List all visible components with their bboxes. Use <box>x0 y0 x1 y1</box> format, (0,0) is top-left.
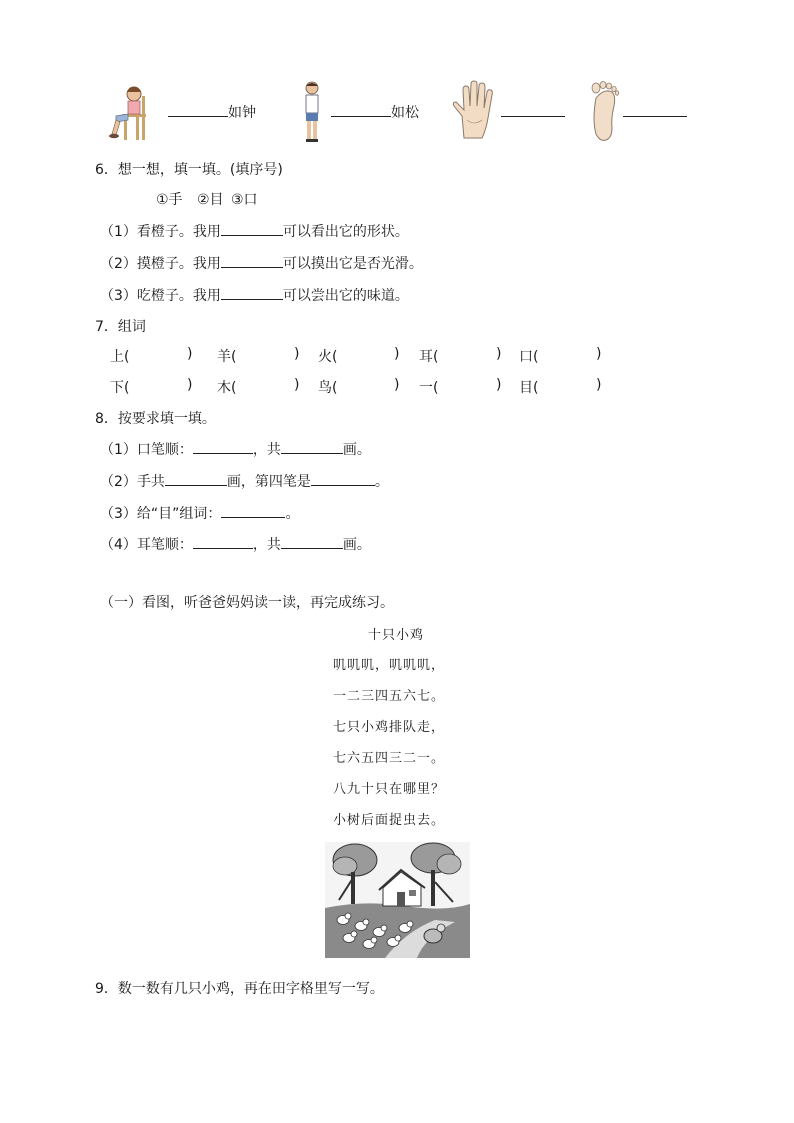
answer-blank[interactable] <box>501 102 565 117</box>
q6-item-1 <box>100 221 409 241</box>
q7-word-5[interactable]: 口( <box>519 349 539 365</box>
top-item-1 <box>168 102 256 122</box>
q8-title: 8．按要求填一填。 <box>95 411 216 427</box>
answer-blank[interactable] <box>221 285 283 300</box>
poem-line-6: 小树后面捉虫去。 <box>333 813 446 828</box>
item-text: 给“目”组词： <box>136 506 222 522</box>
item-text: 可以看出它的形状。 <box>282 224 409 240</box>
answer-blank[interactable] <box>193 439 253 454</box>
poem-title: 十只小鸡 <box>368 628 425 643</box>
poem-line-4: 七六五四三二一。 <box>333 751 446 766</box>
answer-blank[interactable] <box>281 439 343 454</box>
top-item-3 <box>501 102 565 121</box>
item-number: （2） <box>100 256 137 272</box>
item-text: 画，第四笔是 <box>226 474 311 490</box>
q7-close: ) <box>394 377 400 393</box>
item-number: （1） <box>100 442 137 458</box>
q8-item-3 <box>100 503 299 523</box>
item-text: 可以摸出它是否光滑。 <box>282 256 423 272</box>
q6-item-2 <box>100 253 423 273</box>
poem-line-3: 七只小鸡排队走， <box>333 720 446 735</box>
boy-standing-icon <box>300 80 324 144</box>
top-item-4 <box>623 102 687 121</box>
answer-blank[interactable] <box>165 471 227 486</box>
answer-blank[interactable] <box>221 221 283 236</box>
reading-intro: （一）看图，听爸爸妈妈读一读，再完成练习。 <box>100 595 394 611</box>
answer-blank[interactable] <box>623 102 687 117</box>
q7-word-6[interactable]: 下( <box>110 380 130 396</box>
item-number: （4） <box>100 537 137 553</box>
q9-title: 9．数一数有几只小鸡，再在田字格里写一写。 <box>95 981 384 997</box>
q8-item-1 <box>100 439 371 459</box>
q6-option-3: ③口 <box>231 192 258 208</box>
q8-item-2 <box>100 471 389 491</box>
item-text: 口笔顺： <box>136 442 193 458</box>
q6-title: 6．想一想，填一填。(填序号) <box>95 162 283 178</box>
q7-word-7[interactable]: 木( <box>217 380 237 396</box>
item-text: 可以尝出它的味道。 <box>282 288 409 304</box>
item-text: 吃橙子。我用 <box>136 288 221 304</box>
answer-blank[interactable] <box>221 253 283 268</box>
q7-close: ) <box>394 346 400 362</box>
answer-blank[interactable] <box>331 102 391 117</box>
item-text: 。 <box>285 506 300 522</box>
q7-word-8[interactable]: 鸟( <box>318 380 338 396</box>
item-text: 。 <box>374 474 389 490</box>
q7-word-3[interactable]: 火( <box>318 349 338 365</box>
item-number: （2） <box>100 474 137 490</box>
hand-icon <box>450 80 500 142</box>
item-text: 摸橙子。我用 <box>136 256 221 272</box>
poem-line-1: 叽叽叽，叽叽叽， <box>333 658 446 673</box>
q7-close: ) <box>294 346 300 362</box>
poem-line-5: 八九十只在哪里？ <box>333 782 446 797</box>
item-number: （1） <box>100 224 137 240</box>
q6-option-1: ①手 <box>156 192 183 208</box>
poem-line-2: 一二三四五六七。 <box>333 689 446 704</box>
item-text: ，共 <box>252 537 281 553</box>
item-text: 耳笔顺： <box>136 537 193 553</box>
item-text: ，共 <box>252 442 281 458</box>
q7-close: ) <box>496 377 502 393</box>
q6-option-2: ②目 <box>197 192 224 208</box>
top-text-2: 如松 <box>391 105 419 121</box>
answer-blank[interactable] <box>311 471 375 486</box>
item-text: 画。 <box>342 537 371 553</box>
foot-icon <box>588 80 620 142</box>
item-number: （3） <box>100 506 137 522</box>
item-text: 手共 <box>136 474 165 490</box>
q7-title: 7．组词 <box>95 319 146 335</box>
q7-close: ) <box>496 346 502 362</box>
q6-item-3 <box>100 285 409 305</box>
girl-sitting-icon <box>106 82 156 142</box>
q7-word-4[interactable]: 耳( <box>419 349 439 365</box>
q7-word-9[interactable]: 一( <box>419 380 439 396</box>
q7-word-10[interactable]: 目( <box>519 380 539 396</box>
q7-close: ) <box>187 346 193 362</box>
top-item-2 <box>331 102 419 122</box>
q7-close: ) <box>596 346 602 362</box>
q7-close: ) <box>294 377 300 393</box>
answer-blank[interactable] <box>221 503 285 518</box>
q7-word-1[interactable]: 上( <box>110 349 130 365</box>
q8-item-4 <box>100 534 371 554</box>
q7-close: ) <box>596 377 602 393</box>
item-text: 画。 <box>342 442 371 458</box>
q7-word-2[interactable]: 羊( <box>217 349 237 365</box>
answer-blank[interactable] <box>281 534 343 549</box>
q7-close: ) <box>187 377 193 393</box>
chicks-under-tree-illustration <box>325 842 470 958</box>
item-number: （3） <box>100 288 137 304</box>
answer-blank[interactable] <box>168 102 228 117</box>
item-text: 看橙子。我用 <box>136 224 221 240</box>
answer-blank[interactable] <box>193 534 253 549</box>
top-text-1: 如钟 <box>228 105 256 121</box>
